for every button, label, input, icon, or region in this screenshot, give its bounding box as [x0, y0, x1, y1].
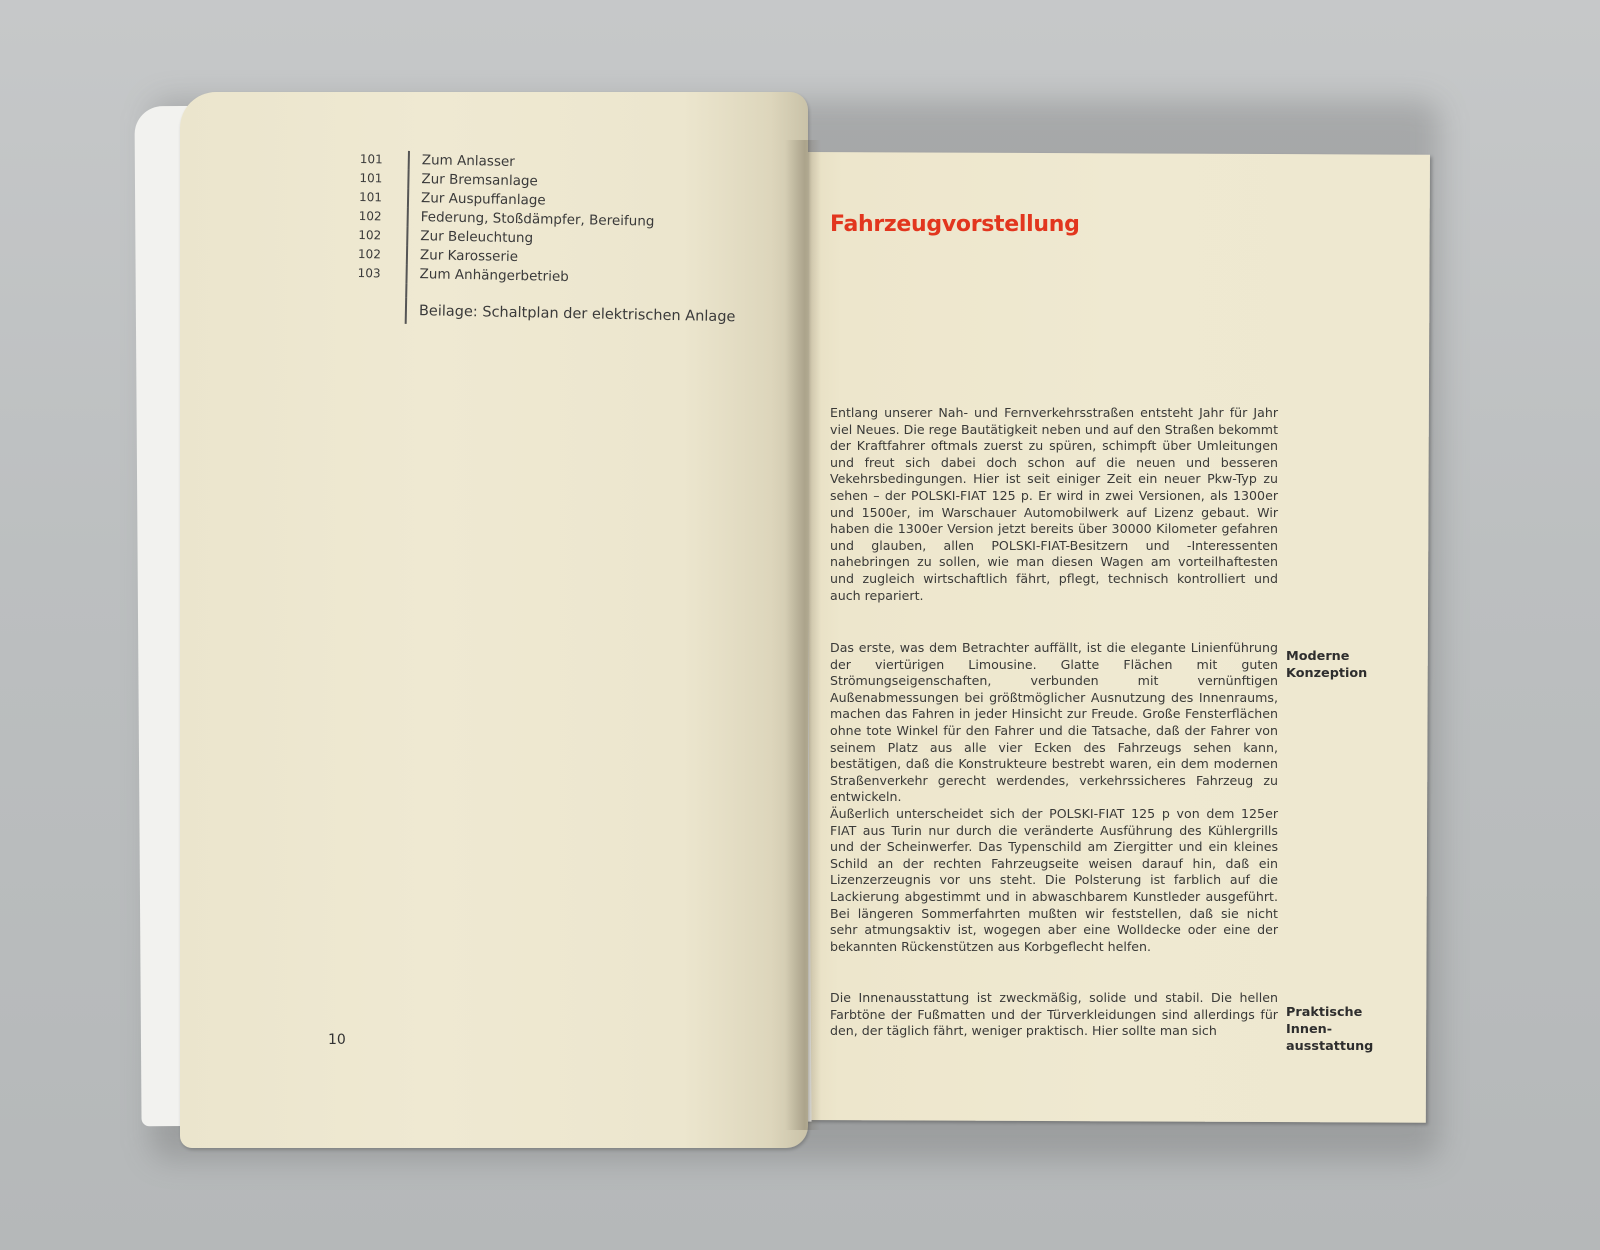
page-number: 10 — [328, 1032, 346, 1048]
article-paragraph: Äußerlich unterscheidet sich der POLSKI-FIAT 125 p von dem 125er FIAT aus Turin nur durch die veränderte Ausführung des Kühlergrills und der Scheinwerfer. Das Typenschild am Ziergitter und ein kleines Schild an der rechten Fahrzeugseite weisen darauf hin, daß ein Lizenzerzeugnis vor uns steht. Die Polsterung ist farblich auf die Lackierung abgestimmt und in abwaschbarem Kunstleder ausgeführt. Bei längeren Sommerfahrten mußten wir feststellen, daß sie nicht sehr atmungsaktiv ist, wogegen aber eine Wolldecke oder eine der bekannten Rückenstützen aus Korbgeflecht helfen. — [830, 805, 1278, 954]
toc-entry: Zur Auspuffanlage — [407, 189, 546, 211]
toc-entry: Federung, Stoßdämpfer, Bereifung — [407, 208, 655, 232]
toc-entry: Zur Bremsanlage — [407, 170, 538, 191]
toc-supplement: Beilage: Schaltplan der elektrischen Anlage — [405, 298, 736, 330]
article-section-conception — [830, 640, 1278, 955]
article-paragraph: Die Innenausstattung ist zweckmäßig, solide und stabil. Die hellen Farbtöne der Fußmatten und der Türverkleidungen sind allerdings für den, der täglich fährt, weniger praktisch. Hier sollte man sich — [830, 990, 1278, 1039]
margin-note: Praktische Innen- ausstattung — [1286, 1005, 1374, 1054]
toc-entry: Zur Beleuchtung — [406, 227, 533, 248]
toc-entry: Zur Karosserie — [406, 246, 518, 267]
article-title: Fahrzeugvorstellung — [830, 212, 1080, 237]
right-page — [801, 152, 1430, 1123]
book-gutter — [785, 140, 821, 1130]
toc-page-number: 101 — [359, 151, 383, 167]
margin-note: Moderne Konzeption — [1286, 649, 1368, 681]
toc-page-number: 102 — [358, 227, 382, 243]
toc-page-number: 102 — [357, 246, 382, 262]
article-paragraph: Entlang unserer Nah- und Fernverkehrsstraßen entsteht Jahr für Jahr viel Neues. Die rege Bautätigkeit neben und auf den Straßen bekommt der Kraftfahrer oftmals zuerst zu spüren, schimpft über Umleitungen und freut sich dabei doch schon auf die neuen und besseren Vekehrsbedingungen. Hier ist seit einiger Zeit ein neuer Pkw-Typ zu sehen – der POLSKI-FIAT 125 p. Er wird in zwei Versionen, als 1300er und 1500er, im Warschauer Automobilwerk auf Lizenz gebaut. Wir haben die 1300er Version jetzt bereits über 30000 Kilometer gefahren und glauben, allen POLSKI-FIAT-Besitzern und -Interessenten nahebringen zu sollen, wie man diesen Wagen am vorteilhaftesten und zugleich wirtschaftlich fährt, pflegt, technisch kontrolliert und auch repariert. — [830, 405, 1279, 603]
toc-entry: Zum Anlasser — [408, 151, 515, 172]
table-of-contents — [357, 150, 780, 331]
toc-page-number: 101 — [358, 189, 383, 205]
toc-page-number: 101 — [359, 170, 383, 186]
toc-page-number: 103 — [357, 265, 381, 281]
article-paragraph: Das erste, was dem Betrachter auffällt, ist die elegante Linienführung der viertürigen Limousine. Glatte Flächen mit guten Strömungseigenschaften, verbunden mit vernünftigen Außenabmessungen bei größtmöglicher Ausnutzung des Innenraums, machen das Fahren in jeder Hinsicht zur Freude. Große Fensterflächen ohne tote Winkel für den Fahrer und die Tatsache, daß der Fahrer von seinem Platz aus alle vier Ecken des Fahrzeugs sehen kann, bestätigen, daß die Konstrukteure bestrebt waren, ein dem modernen Straßenverkehr gerecht werdendes, verkehrssicheres Fahrzeug zu entwickeln. — [830, 640, 1278, 805]
toc-page-number: 102 — [358, 208, 382, 224]
toc-entry: Zum Anhängerbetrieb — [405, 265, 569, 287]
